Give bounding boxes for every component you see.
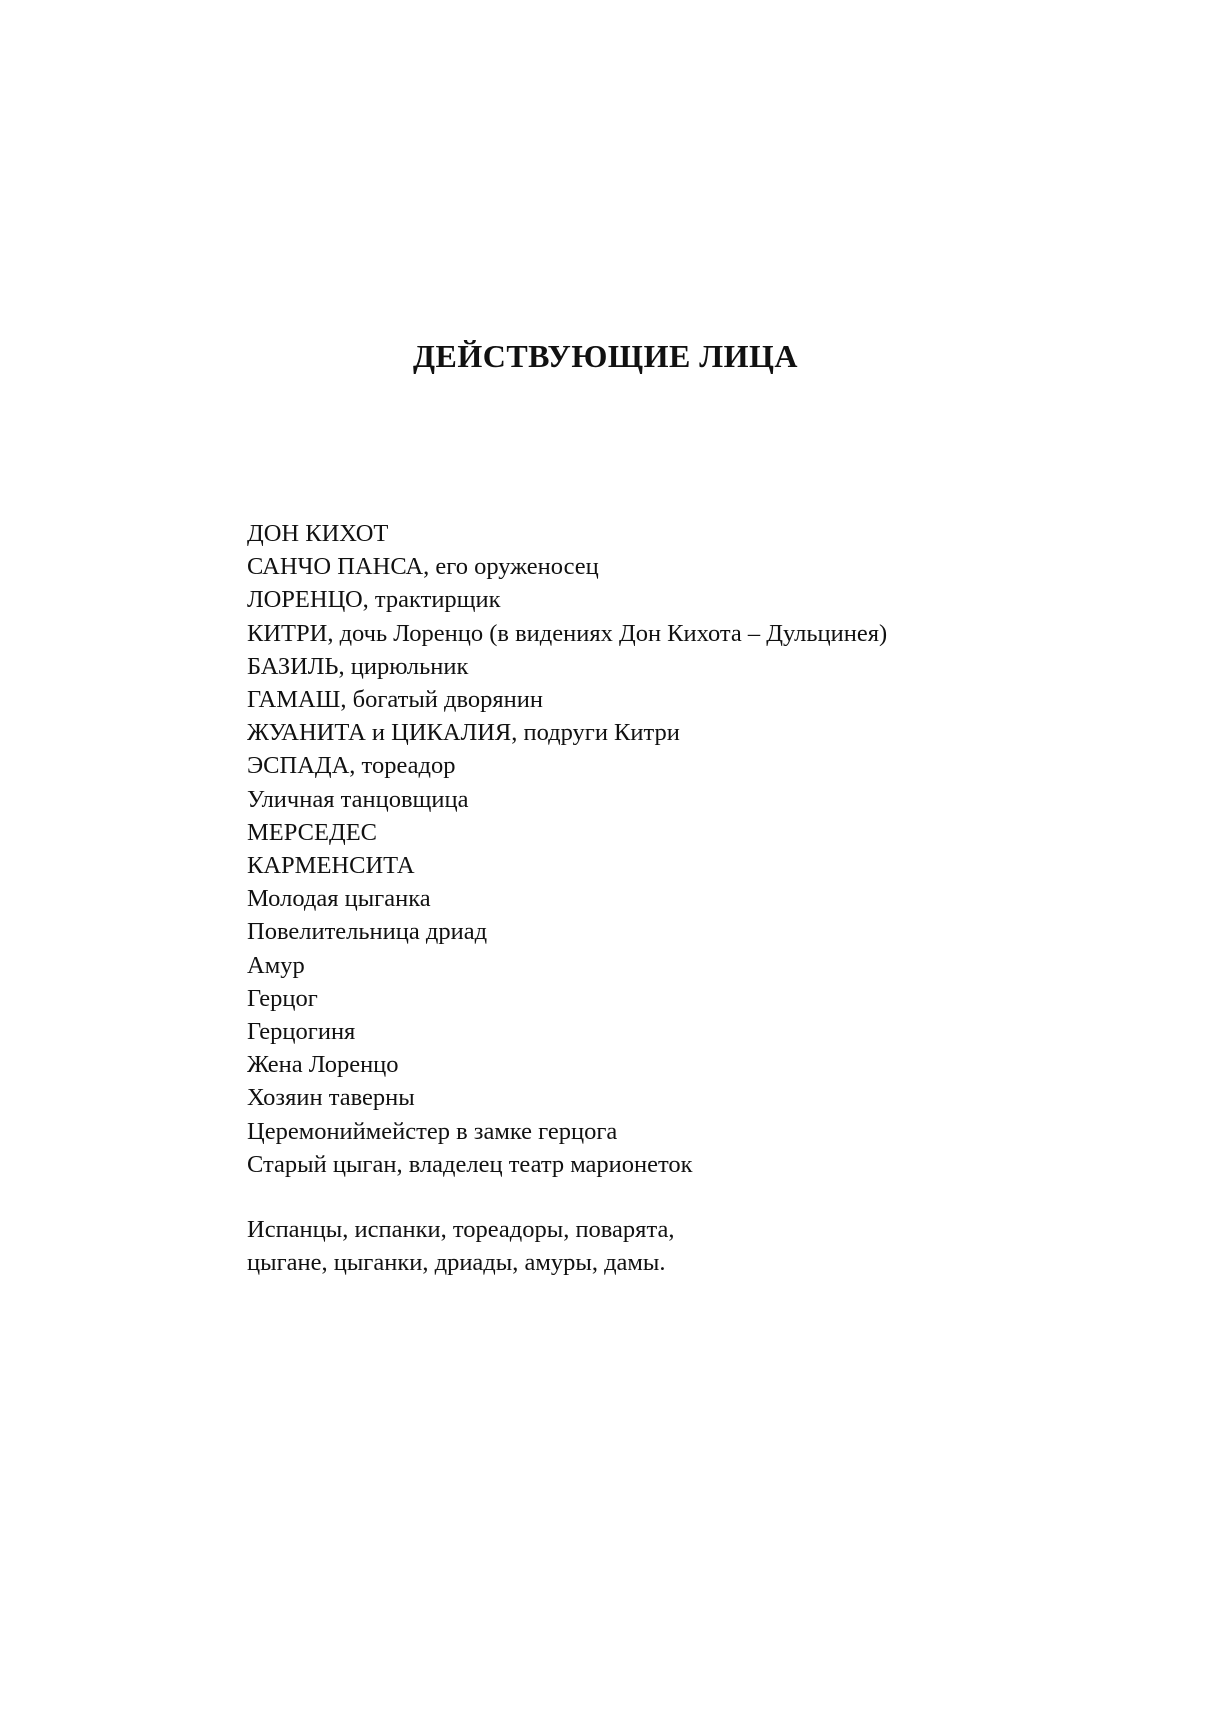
ensemble-line: Испанцы, испанки, тореадоры, поварята, bbox=[247, 1216, 675, 1243]
character-item: Молодая цыганка bbox=[247, 885, 431, 913]
character-item: ГАМАШ, богатый дворянин bbox=[247, 686, 544, 714]
character-item: ЖУАНИТА и ЦИКАЛИЯ, подруги Китри bbox=[247, 719, 680, 747]
character-item: КИТРИ, дочь Лоренцо (в видениях Дон Кихота – Дульцинея) bbox=[247, 619, 888, 647]
character-item: ЭСПАДА, тореадор bbox=[247, 752, 456, 780]
character-item: Жена Лоренцо bbox=[247, 1051, 399, 1079]
character-item: Амур bbox=[247, 951, 305, 979]
character-item: Герцогиня bbox=[247, 1018, 356, 1046]
ensemble-line: цыгане, цыганки, дриады, амуры, дамы. bbox=[247, 1249, 666, 1277]
character-item: САНЧО ПАНСА, его оруженосец bbox=[247, 553, 599, 581]
character-item: МЕРСЕДЕС bbox=[247, 818, 378, 846]
character-item: ЛОРЕНЦО, трактирщик bbox=[247, 586, 501, 614]
character-item: Хозяин таверны bbox=[247, 1084, 415, 1112]
character-item: КАРМЕНСИТА bbox=[247, 852, 415, 880]
character-item: Уличная танцовщица bbox=[247, 785, 469, 813]
character-list bbox=[247, 517, 887, 1181]
character-item: ДОН КИХОТ bbox=[247, 520, 389, 547]
character-item: Старый цыган, владелец театр марионеток bbox=[247, 1150, 693, 1178]
character-item: БАЗИЛЬ, цирюльник bbox=[247, 652, 469, 680]
character-item: Повелительница дриад bbox=[247, 918, 488, 946]
page-title: ДЕЙСТВУЮЩИЕ ЛИЦА bbox=[412, 338, 799, 374]
ensemble-note bbox=[247, 1213, 674, 1279]
character-item: Герцог bbox=[247, 984, 318, 1012]
character-item: Церемониймейстер в замке герцога bbox=[247, 1117, 618, 1145]
